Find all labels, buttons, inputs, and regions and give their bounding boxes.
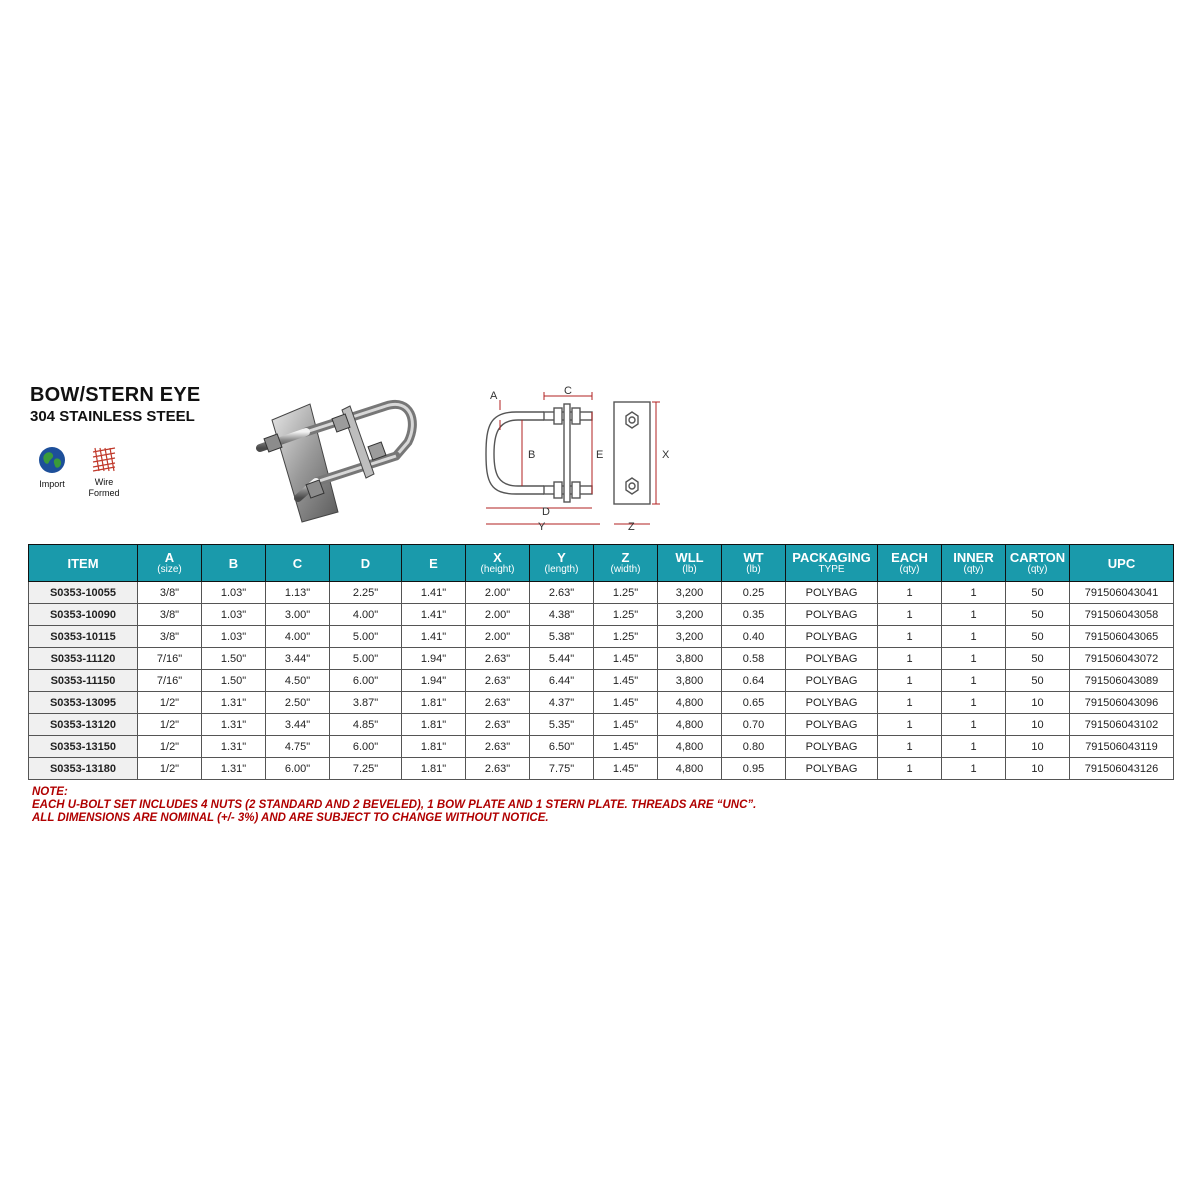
table-cell: 1.25" (594, 582, 658, 604)
table-cell: 0.95 (722, 758, 786, 780)
column-header-label: INNER (953, 549, 994, 565)
column-header-label: C (292, 555, 303, 571)
table-cell: 4.75" (266, 736, 330, 758)
column-header-sub: (size) (157, 563, 182, 575)
column-header-label: X (493, 549, 502, 565)
table-cell: 4,800 (658, 714, 722, 736)
table-cell: 1.25" (594, 604, 658, 626)
table-cell: 4,800 (658, 692, 722, 714)
table-cell: 1.03" (202, 626, 266, 648)
table-cell: 3.44" (266, 648, 330, 670)
column-header-label: CARTON (1009, 549, 1066, 565)
table-cell: 6.50" (530, 736, 594, 758)
table-cell: 3/8" (138, 626, 202, 648)
table-cell: 1 (942, 714, 1006, 736)
table-cell: 1.31" (202, 736, 266, 758)
column-header-sub: TYPE (818, 563, 845, 575)
table-cell: 1.45" (594, 714, 658, 736)
column-header-sub: (qty) (1027, 563, 1048, 575)
column-header-sub: (lb) (682, 563, 697, 575)
table-cell: 0.40 (722, 626, 786, 648)
column-header (942, 545, 1006, 582)
table-cell: 1 (942, 758, 1006, 780)
table-cell: 2.63" (466, 670, 530, 692)
table-cell: 2.63" (466, 758, 530, 780)
table-row (29, 582, 1174, 604)
column-header (786, 545, 878, 582)
column-header-label: WLL (675, 549, 704, 565)
table-cell: 7/16" (138, 670, 202, 692)
table-cell: 10 (1006, 714, 1070, 736)
wire-label-line1: Wire (94, 477, 114, 487)
dim-label-c: C (564, 385, 572, 397)
table-cell: 7.25" (330, 758, 402, 780)
table-row (29, 736, 1174, 758)
column-header (1006, 545, 1070, 582)
table-cell: 3,200 (658, 582, 722, 604)
item-number-cell: S0353-13180 (29, 758, 138, 780)
table-cell: 1.81" (402, 692, 466, 714)
product-photo (246, 382, 426, 524)
table-cell: 1 (878, 582, 942, 604)
table-cell: 1 (878, 604, 942, 626)
item-number-cell: S0353-13120 (29, 714, 138, 736)
table-cell: 3.00" (266, 604, 330, 626)
table-cell: 1.41" (402, 582, 466, 604)
table-cell: 1.13" (266, 582, 330, 604)
table-header-row (29, 545, 1174, 582)
column-header-label: ITEM (67, 555, 99, 571)
table-cell: 1.45" (594, 758, 658, 780)
column-header-sub: (height) (480, 563, 515, 575)
globe-icon (38, 446, 66, 474)
table-cell: POLYBAG (786, 604, 878, 626)
table-cell: 1 (878, 714, 942, 736)
table-cell: 4.50" (266, 670, 330, 692)
table-cell: 4.85" (330, 714, 402, 736)
column-header (658, 545, 722, 582)
table-cell: 6.00" (330, 736, 402, 758)
table-cell: 50 (1006, 670, 1070, 692)
table-cell: 1/2" (138, 692, 202, 714)
table-cell: POLYBAG (786, 670, 878, 692)
table-cell: 1 (878, 758, 942, 780)
column-header-label: WT (743, 549, 764, 565)
notes-line-2: ALL DIMENSIONS ARE NOMINAL (+/- 3%) AND ARE SUBJECT TO CHANGE WITHOUT NOTICE. (32, 812, 549, 824)
table-cell: 1.50" (202, 648, 266, 670)
item-number-cell: S0353-11150 (29, 670, 138, 692)
table-cell: 1.81" (402, 758, 466, 780)
table-cell: 2.00" (466, 582, 530, 604)
column-header-label: Y (557, 549, 566, 565)
table-cell: 1.94" (402, 648, 466, 670)
table-cell: POLYBAG (786, 582, 878, 604)
column-header (266, 545, 330, 582)
table-cell: POLYBAG (786, 714, 878, 736)
table-cell: 0.70 (722, 714, 786, 736)
dim-label-y: Y (538, 521, 546, 532)
dim-label-e: E (596, 449, 604, 461)
table-cell: 10 (1006, 692, 1070, 714)
table-cell: 791506043102 (1070, 714, 1174, 736)
table-cell: 1.31" (202, 758, 266, 780)
table-cell: 0.35 (722, 604, 786, 626)
column-header (722, 545, 786, 582)
table-cell: 50 (1006, 626, 1070, 648)
table-cell: 1 (878, 626, 942, 648)
column-header (402, 545, 466, 582)
table-cell: 1.31" (202, 714, 266, 736)
table-cell: POLYBAG (786, 648, 878, 670)
table-cell: 1 (878, 692, 942, 714)
table-cell: 1 (942, 736, 1006, 758)
item-number-cell: S0353-11120 (29, 648, 138, 670)
column-header-label: B (228, 555, 239, 571)
table-cell: 6.00" (330, 670, 402, 692)
spec-table (28, 544, 1174, 780)
table-cell: 7/16" (138, 648, 202, 670)
table-cell: 1/2" (138, 758, 202, 780)
table-cell: 0.64 (722, 670, 786, 692)
table-cell: 6.44" (530, 670, 594, 692)
item-number-cell: S0353-13150 (29, 736, 138, 758)
table-row (29, 692, 1174, 714)
table-cell: 5.35" (530, 714, 594, 736)
table-cell: 0.65 (722, 692, 786, 714)
table-cell: 1.81" (402, 736, 466, 758)
wire-mesh-icon (91, 446, 117, 472)
table-cell: POLYBAG (786, 692, 878, 714)
table-cell: 791506043119 (1070, 736, 1174, 758)
dim-label-b: B (528, 449, 536, 461)
item-number-cell: S0353-10090 (29, 604, 138, 626)
column-header-label: PACKAGING (792, 549, 871, 565)
item-number-cell: S0353-13095 (29, 692, 138, 714)
table-cell: 1.45" (594, 692, 658, 714)
table-cell: 7.75" (530, 758, 594, 780)
column-header-sub: (lb) (746, 563, 761, 575)
table-cell: 1.31" (202, 692, 266, 714)
notes-line-1: EACH U-BOLT SET INCLUDES 4 NUTS (2 STANDARD AND 2 BEVELED), 1 BOW PLATE AND 1 STERN PLATE. THREADS ARE “UNC”. (32, 799, 757, 811)
column-header-sub: (width) (610, 563, 641, 575)
table-cell: 0.25 (722, 582, 786, 604)
table-cell: 1 (878, 736, 942, 758)
table-cell: POLYBAG (786, 758, 878, 780)
column-header-label: UPC (1107, 555, 1136, 571)
table-cell: 2.00" (466, 626, 530, 648)
column-header (29, 545, 138, 582)
dimension-diagram (480, 382, 680, 532)
item-number-cell: S0353-10055 (29, 582, 138, 604)
table-cell: 1.81" (402, 714, 466, 736)
table-cell: 50 (1006, 648, 1070, 670)
table-cell: 2.25" (330, 582, 402, 604)
column-header (530, 545, 594, 582)
table-cell: 1.45" (594, 648, 658, 670)
table-cell: POLYBAG (786, 626, 878, 648)
column-header-label: Z (621, 549, 630, 565)
dim-label-x: X (662, 449, 670, 461)
table-cell: 4.00" (266, 626, 330, 648)
table-cell: 3/8" (138, 582, 202, 604)
table-cell: 1 (942, 604, 1006, 626)
table-cell: 2.63" (466, 692, 530, 714)
table-cell: 1/2" (138, 736, 202, 758)
column-header (1070, 545, 1174, 582)
table-cell: 5.00" (330, 648, 402, 670)
table-body (29, 582, 1174, 780)
table-cell: 1 (942, 648, 1006, 670)
table-cell: 3,200 (658, 626, 722, 648)
table-cell: 1 (878, 670, 942, 692)
table-cell: 3,800 (658, 648, 722, 670)
column-header (202, 545, 266, 582)
table-cell: 3,800 (658, 670, 722, 692)
table-cell: 3.44" (266, 714, 330, 736)
table-cell: 3.87" (330, 692, 402, 714)
table-cell: 1 (942, 692, 1006, 714)
table-cell: 1 (942, 626, 1006, 648)
table-cell: 791506043089 (1070, 670, 1174, 692)
table-cell: 1.45" (594, 670, 658, 692)
table-cell: 0.80 (722, 736, 786, 758)
table-row (29, 714, 1174, 736)
column-header-sub: (length) (544, 563, 579, 575)
dim-label-d: D (542, 506, 550, 518)
table-cell: 1 (942, 670, 1006, 692)
column-header (330, 545, 402, 582)
table-cell: 1 (942, 582, 1006, 604)
table-cell: 791506043065 (1070, 626, 1174, 648)
table-cell: 1.94" (402, 670, 466, 692)
table-cell: 5.38" (530, 626, 594, 648)
table-cell: 2.50" (266, 692, 330, 714)
table-cell: 10 (1006, 758, 1070, 780)
table-cell: 2.63" (530, 582, 594, 604)
table-cell: 791506043096 (1070, 692, 1174, 714)
table-cell: 1/2" (138, 714, 202, 736)
table-cell: 791506043072 (1070, 648, 1174, 670)
item-number-cell: S0353-10115 (29, 626, 138, 648)
column-header (878, 545, 942, 582)
table-cell: 0.58 (722, 648, 786, 670)
column-header (594, 545, 658, 582)
wire-formed-badge (80, 446, 128, 499)
table-cell: 6.00" (266, 758, 330, 780)
table-cell: 1.50" (202, 670, 266, 692)
column-header-label: E (429, 555, 438, 571)
table-cell: 50 (1006, 582, 1070, 604)
table-cell: 1.41" (402, 626, 466, 648)
page-title: BOW/STERN EYE (30, 384, 201, 406)
dim-label-z: Z (628, 521, 635, 532)
table-cell: 1.45" (594, 736, 658, 758)
notes-heading: NOTE: (32, 786, 68, 798)
column-header-label: EACH (891, 549, 928, 565)
table-cell: 2.63" (466, 648, 530, 670)
column-header-label: D (360, 555, 371, 571)
table-cell: 4,800 (658, 758, 722, 780)
table-cell: 791506043058 (1070, 604, 1174, 626)
column-header (138, 545, 202, 582)
table-row (29, 604, 1174, 626)
table-cell: 5.44" (530, 648, 594, 670)
column-header-sub: (qty) (899, 563, 920, 575)
table-row (29, 758, 1174, 780)
table-row (29, 670, 1174, 692)
table-cell: 50 (1006, 604, 1070, 626)
table-cell: 4.38" (530, 604, 594, 626)
table-cell: 4,800 (658, 736, 722, 758)
wire-label-line2: Formed (88, 488, 120, 498)
table-cell: 1 (878, 648, 942, 670)
table-cell: 4.00" (330, 604, 402, 626)
table-cell: 3,200 (658, 604, 722, 626)
column-header-label: A (164, 549, 175, 565)
table-cell: 2.00" (466, 604, 530, 626)
table-cell: 791506043126 (1070, 758, 1174, 780)
table-cell: 2.63" (466, 714, 530, 736)
table-cell: 3/8" (138, 604, 202, 626)
table-cell: 4.37" (530, 692, 594, 714)
table-cell: 1.03" (202, 604, 266, 626)
table-cell: 1.41" (402, 604, 466, 626)
table-row (29, 648, 1174, 670)
table-cell: POLYBAG (786, 736, 878, 758)
page-subtitle: 304 STAINLESS STEEL (30, 408, 195, 425)
column-header-sub: (qty) (963, 563, 984, 575)
table-cell: 1.25" (594, 626, 658, 648)
import-badge (30, 446, 74, 490)
table-cell: 10 (1006, 736, 1070, 758)
table-cell: 5.00" (330, 626, 402, 648)
table-cell: 1.03" (202, 582, 266, 604)
column-header (466, 545, 530, 582)
notes-block (32, 786, 756, 825)
table-cell: 2.63" (466, 736, 530, 758)
table-cell: 791506043041 (1070, 582, 1174, 604)
dim-label-a: A (490, 390, 498, 402)
table-row (29, 626, 1174, 648)
import-label: Import (39, 479, 65, 489)
